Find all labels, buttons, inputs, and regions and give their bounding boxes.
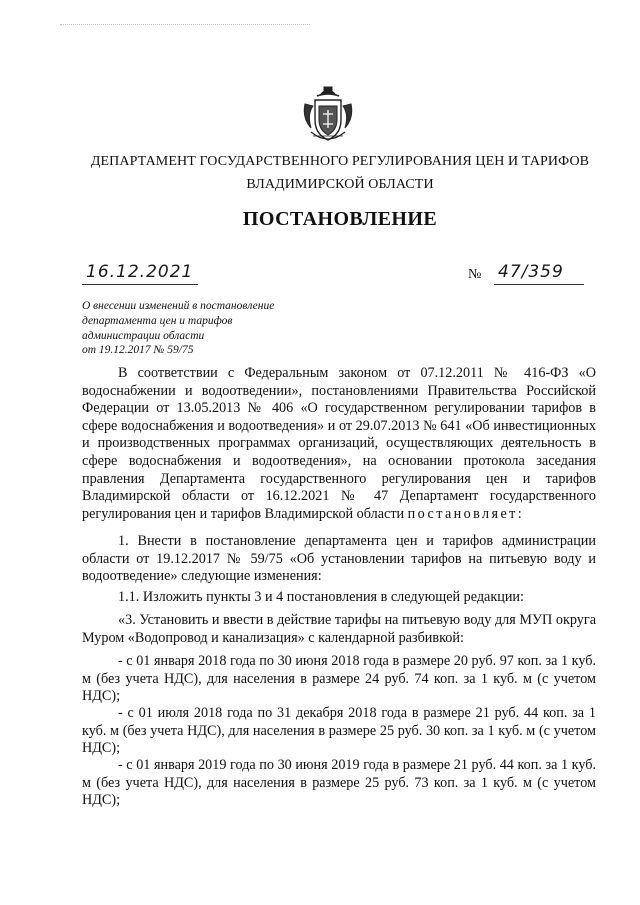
tariff-bullet [82,705,596,758]
date-field [82,262,198,285]
item-1-paragraph [82,533,596,586]
handwritten-date: 16.12.2021 [86,262,194,282]
preamble-paragraph [82,365,596,523]
tariff-bullet-text: - с 01 января 2019 года по 30 июня 2019 года в размере 21 руб. 44 коп. за 1 куб. м (без учета НДС), для населения в размере 25 руб. 73 коп. за 1 куб. м (с учетом НДС); [82,757,596,809]
vladimir-coat-of-arms-icon [301,84,355,146]
subject-line: от 19.12.2017 № 59/75 [82,344,194,357]
number-sign: № [468,267,482,282]
preamble-text: В соответствии с Федеральным законом от 07.12.2011 № 416-ФЗ «О водоснабжении и водоотведении», постановлениями Правительства Российской Федерации от 13.05.2013 № 406 «О государственном регулировании тарифов в сфере водоснабжения и водоотведения» и от 29.07.2013 № 641 «Об инвестиционных и производственных программах организаций, осуществляющих деятельность в сфере водоснабжения и водоотведения», на основании протокола заседания правления Департамента государственного регулирования цен и тарифов Владимирской области от 16.12.2021 № 47 Департамент государственного регулирования цен и тарифов Владимирской области [82,365,596,522]
scan-artifact [60,24,310,27]
subject-block [82,299,342,358]
item-1-1-text: 1.1. Изложить пункты 3 и 4 постановления в следующей редакции: [118,589,524,605]
subject-line: администрации области [82,329,205,342]
tariff-bullet [82,757,596,810]
document-number [468,262,598,284]
department-name-line-1: ДЕПАРТАМЕНТ ГОСУДАРСТВЕННОГО РЕГУЛИРОВАНИЯ ЦЕН И ТАРИФОВ [90,154,590,169]
tariff-bullet-text: - с 01 июля 2018 года по 31 декабря 2018 года в размере 21 руб. 44 коп. за 1 куб. м (без учета НДС), для населения в размере 25 руб. 30 коп. за 1 куб. м (с учетом НДС); [82,705,596,757]
item-3-text: «3. Установить и ввести в действие тарифы на питьевую воду для МУП округа Муром «Водопровод и канализация» с календарной разбивкой: [82,612,596,646]
handwritten-number: 47/359 [498,262,564,282]
item-1-text: 1. Внести в постановление департамента цен и тарифов администрации области от 19.12.2017 № 59/75 «Об установлении тарифов на питьевую воду и водоотведение» следующие изменения: [82,533,596,585]
document-type-title: ПОСТАНОВЛЕНИЕ [242,208,438,230]
number-field [494,262,584,285]
tariff-bullet [82,653,596,706]
department-name-line-2: ВЛАДИМИРСКОЙ ОБЛАСТИ [246,177,434,192]
item-1-1-paragraph [82,589,596,607]
subject-line: департамента цен и тарифов [82,314,233,327]
item-3-paragraph [82,612,596,647]
subject-line: О внесении изменений в постановление [82,300,275,312]
resolves-word: постановляет: [407,505,525,522]
tariff-bullet-text: - с 01 января 2018 года по 30 июня 2018 года в размере 20 руб. 97 коп. за 1 куб. м (без учета НДС), для населения в размере 24 руб. 74 коп. за 1 куб. м (с учетом НДС); [82,653,596,705]
